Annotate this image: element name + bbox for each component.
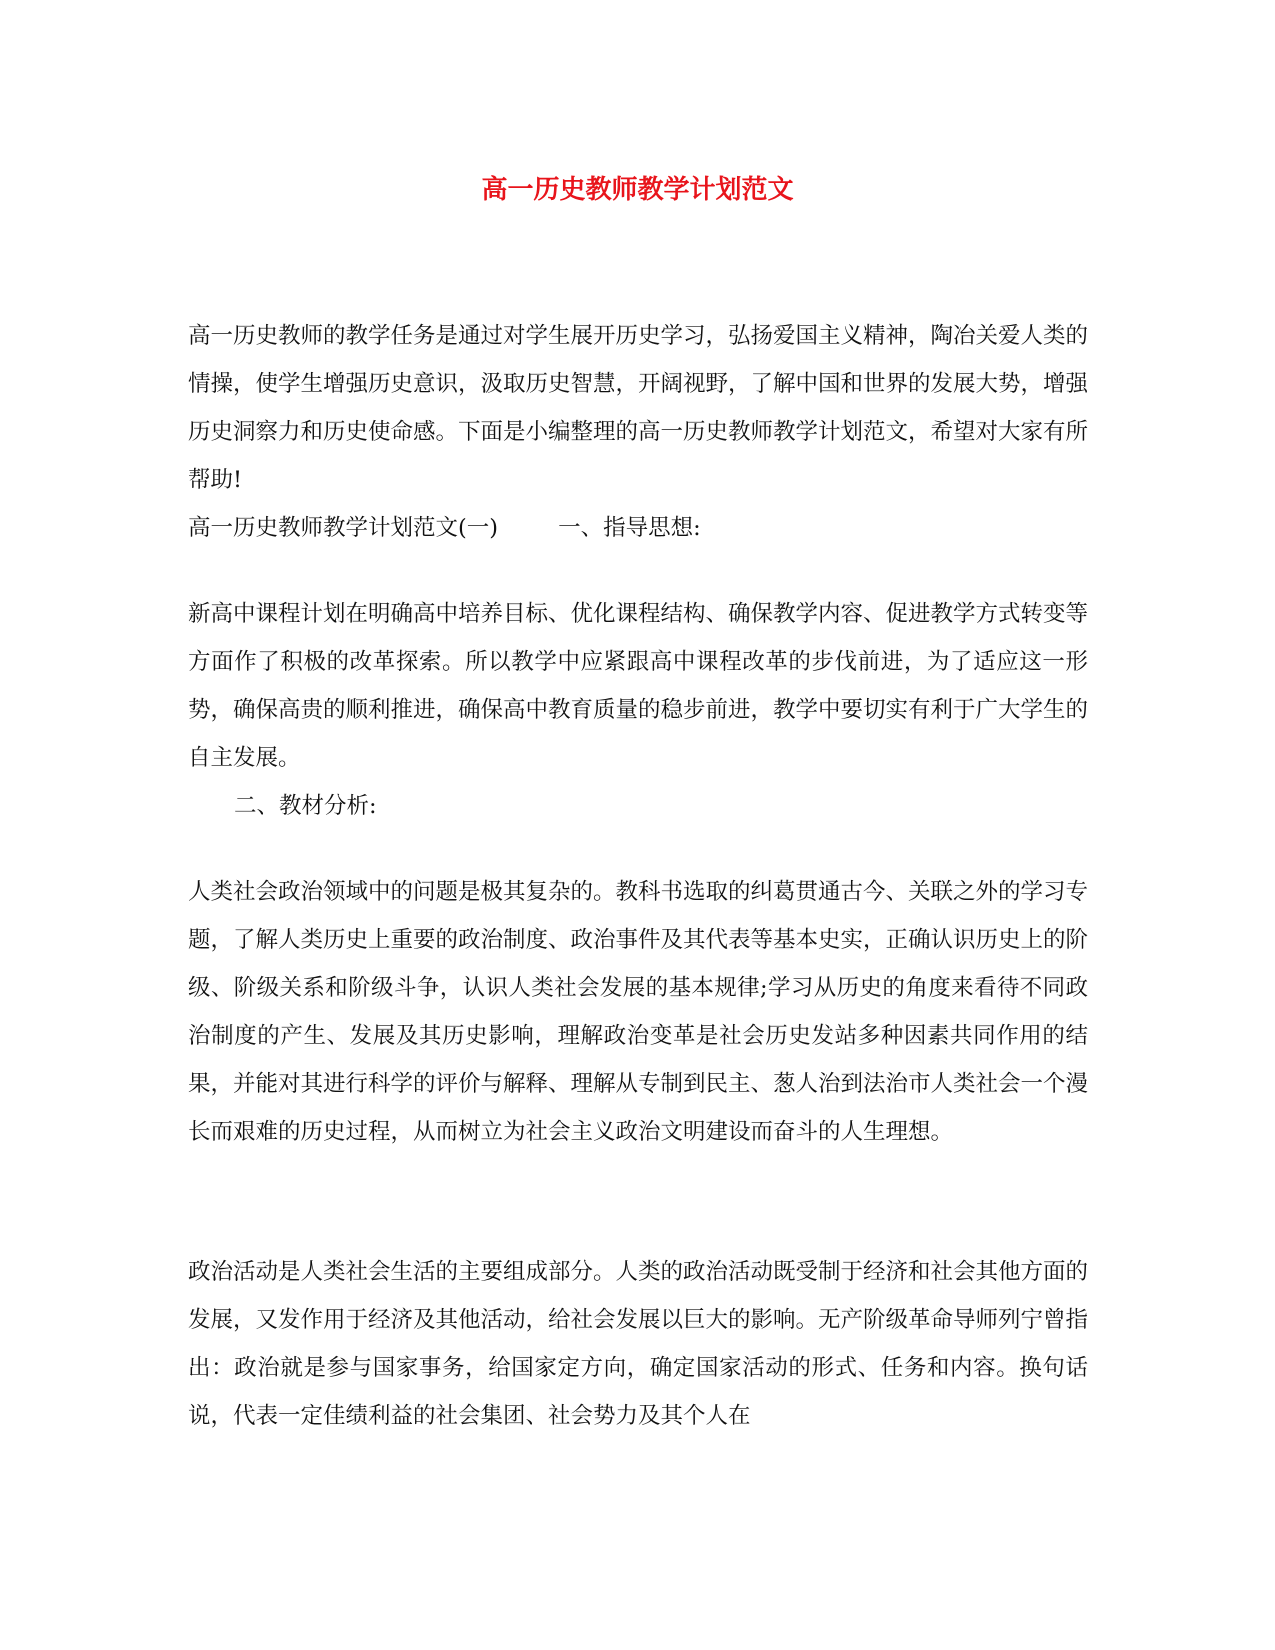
heading-guiding-ideology: 一、指导思想:	[558, 515, 701, 541]
section-title: 高一历史教师教学计划范文(一)	[188, 515, 499, 541]
section-heading-line	[188, 504, 1088, 552]
paragraph-textbook-analysis: 人类社会政治领域中的问题是极其复杂的。教科书选取的纠葛贯通古今、关联之外的学习专题，了解人类历史上重要的政治制度、政治事件及其代表等基本史实，正确认识历史上的阶级、阶级关系和阶级斗争，认识人类社会发展的基本规律;学习从历史的角度来看待不同政治制度的产生、发展及其历史影响，理解政治变革是社会历史发站多种因素共同作用的结果，并能对其进行科学的评价与解释、理解从专制到民主、葱人治到法治市人类社会一个漫长而艰难的历史过程，从而树立为社会主义政治文明建设而奋斗的人生理想。	[188, 879, 1089, 1145]
heading-textbook-analysis: 二、教材分析:	[234, 793, 377, 819]
paragraph-guiding-ideology: 新高中课程计划在明确高中培养目标、优化课程结构、确保教学内容、促进教学方式转变等方面作了积极的改革探索。所以教学中应紧跟高中课程改革的步伐前进，为了适应这一形势，确保高贵的顺利推进，确保高中教育质量的稳步前进，教学中要切实有利于广大学生的自主发展。	[188, 601, 1089, 771]
page-title: 高一历史教师教学计划范文	[481, 175, 794, 205]
paragraph-political-activity: 政治活动是人类社会生活的主要组成部分。人类的政治活动既受制于经济和社会其他方面的发展，又发作用于经济及其他活动，给社会发展以巨大的影响。无产阶级革命导师列宁曾指出：政治就是参与国家事务，给国家定方向，确定国家活动的形式、任务和内容。换句话说，代表一定佳绩利益的社会集团、社会势力及其个人在	[188, 1259, 1089, 1429]
intro-paragraph: 高一历史教师的教学任务是通过对学生展开历史学习，弘扬爱国主义精神，陶冶关爱人类的情操，使学生增强历史意识，汲取历史智慧，开阔视野，了解中国和世界的发展大势，增强历史洞察力和历史使命感。下面是小编整理的高一历史教师教学计划范文，希望对大家有所帮助!	[188, 323, 1089, 493]
